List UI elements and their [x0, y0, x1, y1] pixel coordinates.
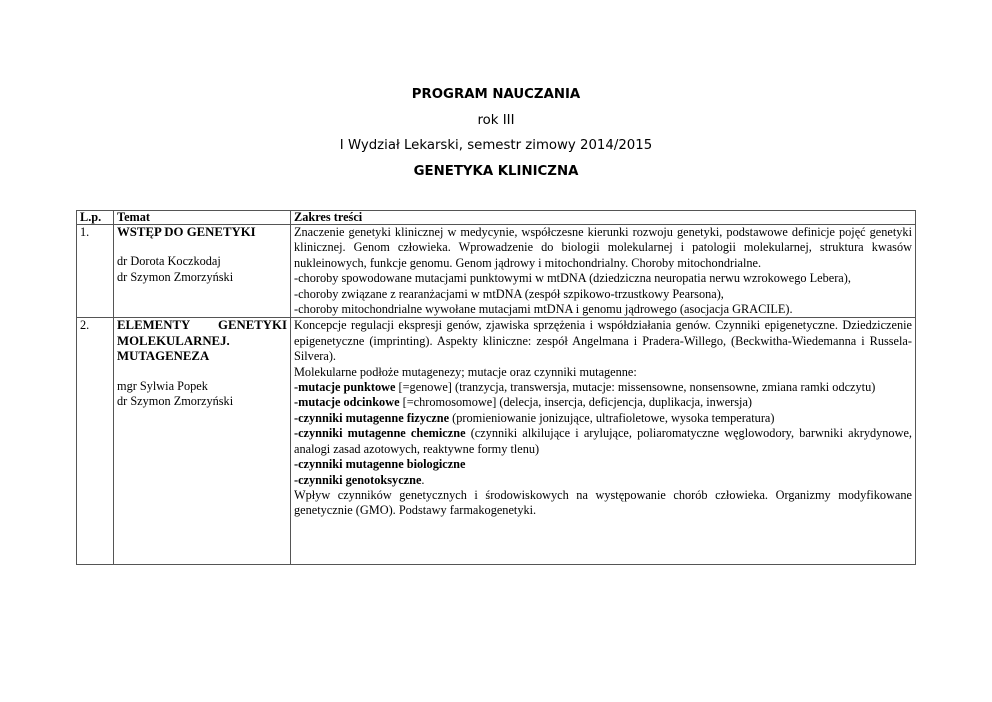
content-item: -choroby mitochondrialne wywołane mutacjami mtDNA i genomu jądrowego (asocjacja GRACILE).: [294, 302, 793, 317]
item-term: -czynniki mutagenne chemiczne: [294, 426, 466, 441]
row-number: 1.: [77, 225, 114, 318]
content-item: [294, 457, 912, 472]
item-term: -czynniki mutagenne biologiczne: [294, 457, 466, 472]
item-description: (promieniowanie jonizujące, ultrafioletowe, wysoka temperatura): [449, 410, 775, 425]
document-title: PROGRAM NAUCZANIA: [411, 87, 581, 102]
item-term: -czynniki mutagenne fizyczne: [294, 410, 450, 425]
topic-title: ELEMENTY GENETYKI MOLEKULARNEJ. MUTAGENEZA: [117, 318, 287, 364]
teacher-name: dr Szymon Zmorzyński: [117, 269, 234, 284]
content-cell: [291, 318, 916, 565]
item-term: -czynniki genotoksyczne: [294, 472, 422, 487]
mutagenesis-intro: Molekularne podłoże mutagenezy; mutacje oraz czynniki mutagenne:: [294, 364, 637, 379]
table-row: [77, 225, 916, 318]
teacher-name: dr Dorota Koczkodaj: [117, 254, 221, 269]
teacher-name: dr Szymon Zmorzyński: [117, 394, 234, 409]
study-year: rok III: [477, 112, 515, 128]
teacher-name: mgr Sylwia Popek: [117, 378, 208, 393]
faculty-semester: I Wydział Lekarski, semestr zimowy 2014/2015: [339, 138, 653, 153]
subject-title: GENETYKA KLINICZNA: [413, 163, 579, 179]
content-intro: Koncepcje regulacji ekspresji genów, zjawiska sprzężenia i współdziałania genów. Czynniki epigenetyczne. Dziedziczenie epigenetyczne (imprinting). Aspekty kliniczne: zespół Angelmana i Pradera-Willego, (Beckwitha-Wiedemanna i Russela-Silvera).: [294, 318, 912, 364]
topic-cell: [114, 225, 291, 318]
row-number: 2.: [77, 318, 114, 565]
topic-cell: [114, 318, 291, 565]
content-item: [294, 411, 912, 426]
content-item: [294, 426, 912, 457]
content-item: [294, 395, 912, 410]
topic-title: WSTĘP DO GENETYKI: [117, 225, 256, 239]
content-item: [294, 473, 912, 488]
item-description: (czynniki alkilujące i arylujące, poliaromatyczne węglowodory, barwniki akrydynowe, analogi zasad azotowych, reaktywne formy tlenu): [294, 426, 912, 456]
item-description: .: [421, 472, 425, 487]
content-item: -choroby związane z rearanżacjami w mtDNA (zespół szpikowo-trzustkowy Pearsona),: [294, 286, 724, 301]
content-outro: Wpływ czynników genetycznych i środowiskowych na występowanie chorób człowieka. Organizmy modyfikowane genetycznie (GMO). Podstawy farmakogenetyki.: [294, 487, 912, 518]
header-lp: L.p.: [77, 211, 114, 225]
syllabus-table: [76, 210, 916, 565]
table-header-row: [77, 211, 916, 225]
table-row: [77, 318, 916, 565]
header-temat: Temat: [114, 211, 291, 225]
item-term: -mutacje odcinkowe: [294, 395, 400, 410]
content-intro: Znaczenie genetyki klinicznej w medycynie, współczesne kierunki rozwoju genetyki, podstawowe definicje pojęć genetyki klinicznej. Genom człowieka. Wprowadzenie do biologii molekularnej i patologii molekularnej, struktura kwasów nukleinowych, funkcje genomu. Genom jądrowy i mitochondrialny. Choroby mitochondrialne.: [294, 225, 912, 270]
item-term: -mutacje punktowe: [294, 380, 396, 395]
header-zakres: Zakres treści: [291, 211, 916, 225]
content-cell: [291, 225, 916, 318]
item-description: [=chromosomowe] (delecja, insercja, deficjencja, duplikacja, inwersja): [399, 395, 753, 410]
content-item: [294, 380, 912, 395]
document-header: [0, 82, 992, 184]
content-item: -choroby spowodowane mutacjami punktowymi w mtDNA (dziedziczna neuropatia nerwu wzrokowego Lebera),: [294, 271, 851, 286]
item-description: [=genowe] (tranzycja, transwersja, mutacje: missensowne, nonsensowne, zmiana ramki odczytu): [395, 380, 876, 395]
